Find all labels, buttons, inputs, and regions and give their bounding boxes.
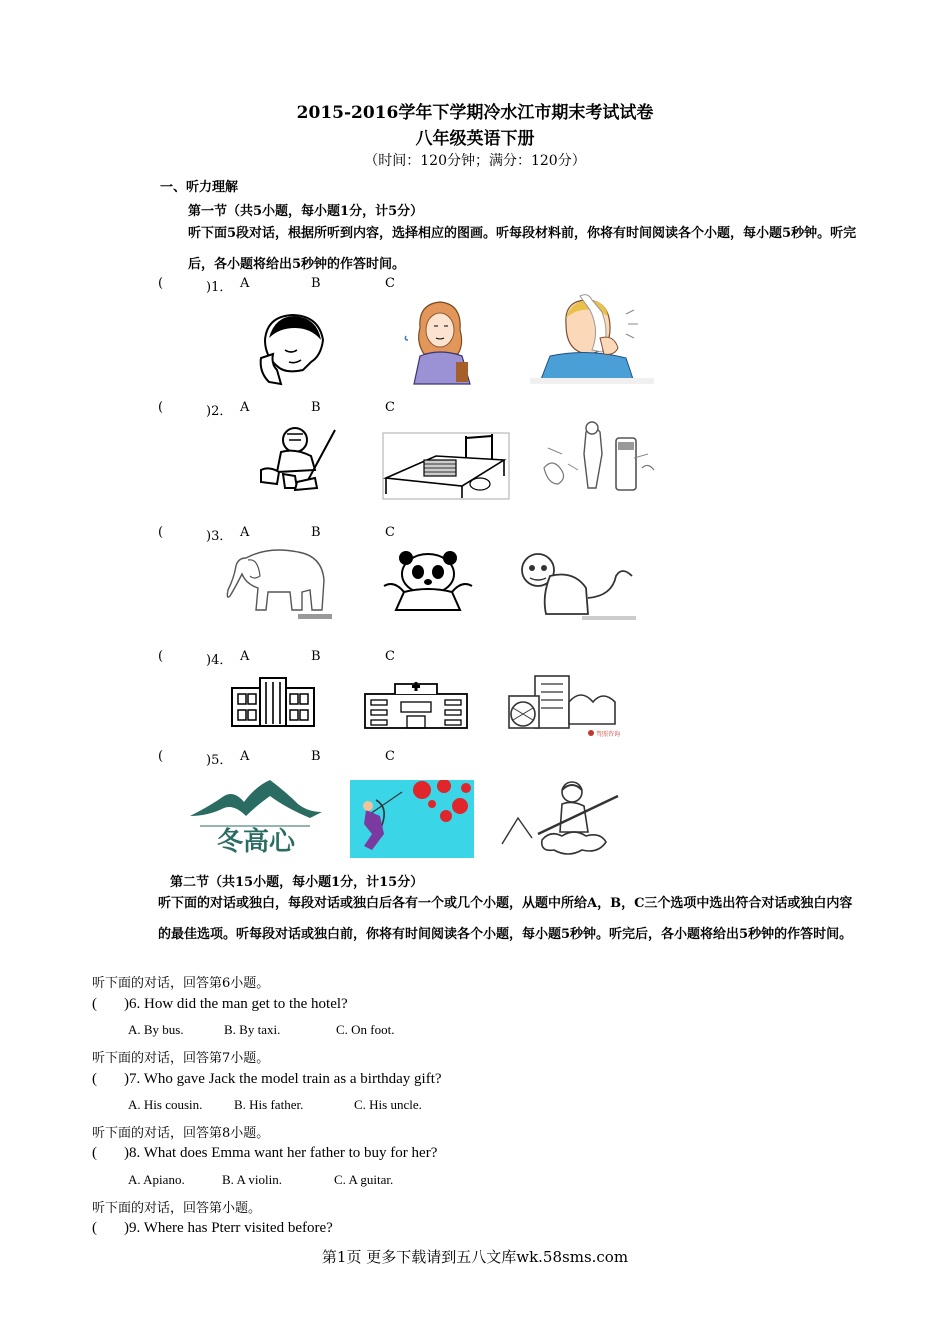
option-b: B. By taxi. bbox=[224, 1022, 281, 1037]
question-8-text: )8. What does Emma want her father to buy for her? bbox=[124, 1145, 438, 1161]
section2-instruction: 听下面的对话或独白，每段对话或独白后各有一个或几个小题，从题中所给A，B，C三个选项中选出符合对话或独白内容的最佳选项。听每段对话或独白前，你将有时间阅读各个小题，每小题5秒钟。听完后，各小题将给出5秒钟的作答时间。 bbox=[158, 896, 853, 942]
option-a: A. His cousin. bbox=[128, 1097, 203, 1112]
question-9-hint: 听下面的对话，回答第小题。 bbox=[92, 1201, 262, 1216]
hospital-picture bbox=[363, 680, 469, 730]
question-9-text: )9. Where has Pterr visited before? bbox=[124, 1220, 333, 1236]
question-9-paren: ( bbox=[92, 1220, 97, 1236]
archer-sky-picture bbox=[350, 780, 474, 858]
question-8-paren: ( bbox=[92, 1145, 97, 1161]
question-8-hint: 听下面的对话，回答第8小题。 bbox=[92, 1126, 270, 1141]
monkey-picture bbox=[512, 546, 636, 622]
question-row-2: ( )2． A B C bbox=[158, 400, 395, 419]
question-row-3: ( )3． A B C bbox=[158, 525, 395, 544]
tired-woman-picture bbox=[400, 298, 480, 386]
market-logo-text: 驾照咨询 bbox=[596, 731, 621, 738]
question-6-text: )6. How did the man get to the hotel? bbox=[124, 996, 348, 1012]
option-c: C. On foot. bbox=[336, 1022, 395, 1037]
headache-man-picture bbox=[255, 310, 327, 386]
toothache-boy-picture bbox=[530, 294, 654, 386]
mountain-logo-picture bbox=[190, 776, 322, 858]
option-a: A. Apiano. bbox=[128, 1172, 185, 1187]
question-6-paren: ( bbox=[92, 996, 97, 1012]
question-row-5: ( )5． A B C bbox=[158, 749, 395, 768]
question-7-paren: ( bbox=[92, 1071, 97, 1087]
market-building-picture bbox=[505, 672, 621, 740]
option-a: A. By bus. bbox=[128, 1022, 184, 1037]
mountain-logo-text: 冬高心 bbox=[216, 827, 296, 857]
option-c: C. His uncle. bbox=[354, 1097, 422, 1112]
office-building-picture bbox=[230, 676, 316, 728]
option-b: B. His father. bbox=[234, 1097, 304, 1112]
question-row-1: ( )1． A B C bbox=[158, 276, 395, 295]
sweeping-boy-picture bbox=[255, 426, 339, 492]
exam-subject: 八年级英语下册 bbox=[415, 129, 535, 149]
recycling-bin-picture bbox=[538, 418, 658, 504]
section1-heading: 第一节（共5小题，每小题1分，计5分） bbox=[188, 204, 424, 219]
question-7-options bbox=[0, 1097, 950, 1113]
panda-picture bbox=[378, 550, 478, 614]
exam-time-score: （时间：120分钟；满分：120分） bbox=[364, 153, 586, 169]
question-7-hint: 听下面的对话，回答第7小题。 bbox=[92, 1051, 270, 1066]
elephant-picture bbox=[218, 546, 332, 620]
question-row-4: ( )4． A B C bbox=[158, 649, 395, 668]
page-footer: 第1页 更多下载请到五八文库wk.58sms.com bbox=[321, 1248, 629, 1266]
option-b: B. A violin. bbox=[222, 1172, 282, 1187]
desk-books-picture bbox=[382, 432, 510, 500]
question-7-text: )7. Who gave Jack the model train as a birthday gift? bbox=[124, 1071, 442, 1087]
exam-title: 2015-2016学年下学期冷水江市期末考试试卷 bbox=[296, 103, 654, 123]
question-6-hint: 听下面的对话，回答第6小题。 bbox=[92, 976, 270, 991]
part1-heading: 一、听力理解 bbox=[160, 180, 239, 195]
option-c: C. A guitar. bbox=[334, 1172, 394, 1187]
monkey-king-picture bbox=[498, 778, 632, 860]
section1-instruction: 听下面5段对话，根据所听到内容，选择相应的图画。听每段材料前，你将有时间阅读各个小题，每小题5秒钟。听完后，各小题将给出5秒钟的作答时间。 bbox=[188, 226, 857, 272]
section2-heading: 第二节（共15小题，每小题1分，计15分） bbox=[170, 875, 424, 890]
question-6-options bbox=[0, 1022, 950, 1038]
question-8-options bbox=[0, 1172, 950, 1188]
